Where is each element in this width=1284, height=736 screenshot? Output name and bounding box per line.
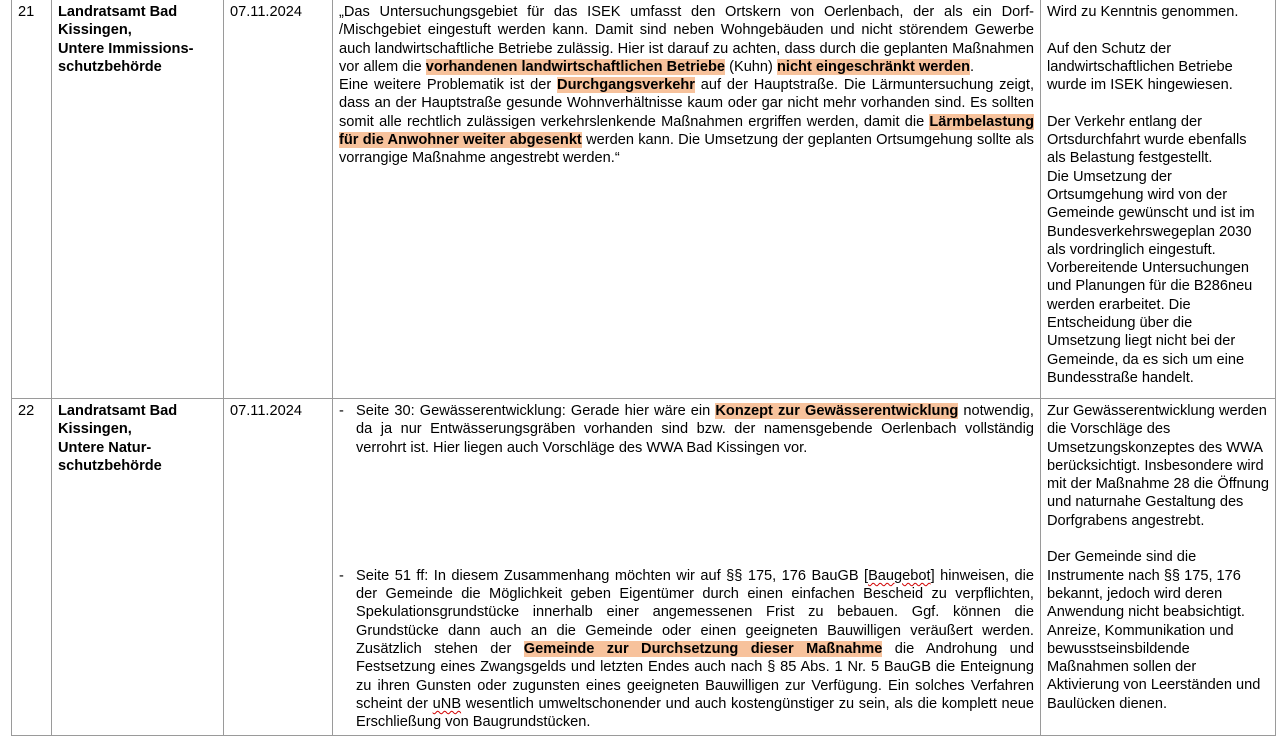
- response-text: [1041, 0, 1276, 399]
- highlight-text: Durchgangsverkehr: [557, 77, 695, 94]
- comments-table: [11, 0, 1276, 736]
- comment-date: 07.11.2024: [224, 0, 333, 399]
- text-run: (Kuhn): [725, 58, 777, 75]
- text-run: Seite 30: Gewässerentwicklung: Gerade hier wäre ein: [356, 403, 716, 419]
- response-paragraph: Der Verkehr entlang der Ortsdurchfahrt wurde ebenfalls als Belastung festgestellt.: [1047, 113, 1247, 167]
- bullet-item: [339, 567, 1034, 732]
- row-number: 22: [12, 399, 52, 736]
- comment-text: [333, 399, 1041, 736]
- response-paragraph: Zur Gewässerentwicklung werden die Vorschläge des Umsetzungskonzeptes des WWA berücksichtigt. Insbesondere wird mit der Maßnahme 28 die Öffnung und naturnahe Gestaltung des Dorfgrabens angestrebt.: [1047, 403, 1269, 529]
- text-run: wesentlich umweltschonender und auch kostengünstiger zu sein, als die komplett neue Erschließung von Baugrundstücken.: [356, 695, 1035, 731]
- spellcheck-word: uNB: [432, 695, 462, 712]
- text-run: Eine weitere Problematik ist der: [339, 77, 558, 94]
- highlight-text: nicht eingeschränkt werden: [776, 58, 970, 75]
- text-run: Seite 51 ff: In diesem Zusammenhang möchten wir auf §§ 175, 176 BauGB [: [356, 567, 869, 584]
- highlight-text: Lärmbelastung für die Anwohner weiter abgesenkt: [339, 113, 1034, 149]
- authority-name: [52, 399, 224, 736]
- highlight-text: vorhandenen landwirtschaftlichen Betriebe: [425, 58, 726, 75]
- highlight-text: Gemeinde zur Durchsetzung dieser Maßnahme: [523, 641, 883, 658]
- comment-text: [333, 0, 1041, 399]
- highlight-text: Konzept zur Gewässerentwicklung: [715, 403, 959, 419]
- text-run: notwendig, da ja nur Entwässerungsgräben vorhanden sind bzw. der namensgebende Oerlenbach vollständig verrohrt ist. Hier liegen auch Vorschläge des WWA Bad Kissingen vor.: [356, 403, 1034, 456]
- response-paragraph: Der Gemeinde sind die Instrumente nach §§ 175, 176 bekannt, jedoch wird deren Anwendung nicht beabsichtigt. Anreize, Kommunikation und bewusstseinsbildende Maßnahmen sollen der Aktivierung von Leerständen und Baulücken dienen.: [1047, 549, 1261, 712]
- authority-line: Kissingen,: [58, 22, 132, 39]
- authority-line: schutzbehörde: [58, 457, 162, 474]
- authority-line: Landratsamt Bad: [58, 4, 178, 20]
- authority-line: Kissingen,: [58, 421, 132, 438]
- row-number: 21: [12, 0, 52, 399]
- text-run: die Androhung und Festsetzung eines Zwangsgelds und letzten Endes auch nach § 85 Abs. 1 Nr. 5 BauGB die Enteignung zu ihren Gunsten oder zugunsten eines geeigneten Bauwilligen zur Verfügung. Ein solches Verfahren scheint der: [356, 641, 1034, 712]
- bullet-item: [339, 402, 1034, 457]
- response-paragraph: Auf den Schutz der landwirtschaftlichen Betriebe wurde im ISEK hingewiesen.: [1047, 40, 1233, 94]
- bullet-dash: -: [339, 403, 344, 419]
- comment-date: 07.11.2024: [224, 399, 333, 736]
- table-row: [12, 0, 1276, 399]
- table-row: [12, 399, 1276, 736]
- text-run: .: [969, 58, 975, 75]
- response-paragraph: Die Umsetzung der Ortsumgehung wird von der Gemeinde gewünscht und ist im Bundesverkehrswegeplan 2030 als vordringlich eingestuft. Vorbereitende Untersuchungen und Planungen für die B286neu werden erarbeitet. Die Entscheidung über die Umsetzung liegt nicht bei der Gemeinde, da es sich um eine Bundesstraße handelt.: [1047, 168, 1255, 386]
- authority-line: Landratsamt Bad: [58, 403, 178, 419]
- authority-line: Untere Immissions-: [58, 40, 194, 57]
- bullet-dash: -: [339, 567, 344, 584]
- spellcheck-word: Baugebot: [868, 567, 931, 584]
- text-run: werden kann. Die Umsetzung der geplanten Ortsumgehung sollte als vorrangige Maßnahme angestrebt werden.“: [339, 132, 1034, 167]
- response-paragraph: Wird zu Kenntnis genommen.: [1047, 4, 1239, 20]
- authority-name: [52, 0, 224, 399]
- response-text: [1041, 399, 1276, 736]
- comment-paragraph: [339, 3, 1034, 76]
- text-run: auf der Hauptstraße. Die Lärmuntersuchung zeigt, dass an der Hauptstraße gesunde Wohnverhältnisse kaum oder gar nicht mehr vorhanden sind. Es sollten somit alle rechtlich zulässigen verkehrslenkende Maßnahmen ergriffen werden, damit die: [339, 77, 1035, 130]
- text-run: ] hinweisen, die der Gemeinde die Möglichkeit geben Eigentümer durch einen einfachen Bescheid zu verpflichten, Spekulationsgrundstücke innerhalb einer angemessenen Frist zu bebauen. Ggf. können die Grundstücke dann auch an die Gemeinde oder einen geeigneten Bauwilligen veräußert werden. Zusätzlich stehen der: [356, 567, 1034, 658]
- authority-line: Untere Natur-: [58, 439, 152, 456]
- comment-paragraph: [339, 76, 1034, 167]
- authority-line: schutzbehörde: [58, 58, 162, 75]
- text-run: „Das Untersuchungsgebiet für das ISEK umfasst den Ortskern von Oerlenbach, der als ein Dorf- /Mischgebiet eingestuft werden kann. Damit sind neben Wohngebäuden und nicht störendem Gewerbe auch landwirtschaftliche Betriebe zulässig. Hier ist darauf zu achten, dass durch die geplanten Maßnahmen vor allem die: [339, 4, 1034, 75]
